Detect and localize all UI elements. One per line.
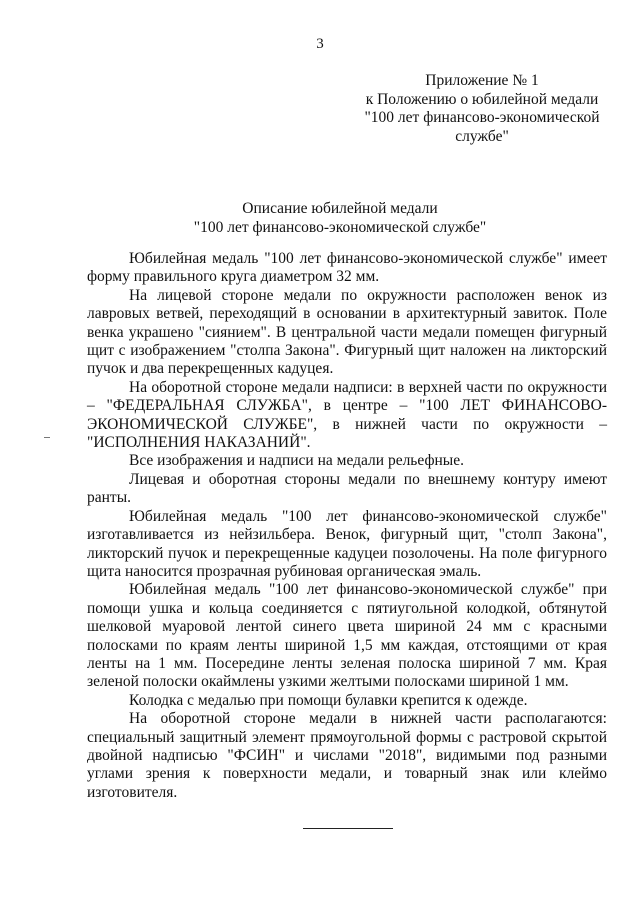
paragraph: Лицевая и оборотная стороны медали по внешнему контуру имеют ранты. — [87, 470, 607, 507]
appendix-line: Приложение № 1 — [425, 72, 539, 89]
appendix-line: к Положению о юбилейной медали — [365, 90, 599, 108]
paragraph: На оборотной стороне медали в нижней части располагаются: специальный защитный элемент прямоугольной формы с растровой скрытой двойной надписью "ФСИН" и числами "2018", видимыми под разными углами зрения к поверхности медали, и товарный знак или клеймо изготовителя. — [87, 710, 607, 801]
margin-mark — [44, 437, 50, 438]
document-body — [87, 250, 607, 802]
title-line-1: Описание юбилейной медали — [242, 200, 438, 217]
paragraph: Колодка с медалью при помощи булавки крепится к одежде. — [129, 691, 528, 709]
paragraph: Все изображения и надписи на медали рельефные. — [129, 452, 464, 470]
paragraph: Юбилейная медаль "100 лет финансово-экономической службе" имеет форму правильного круга диаметром 32 мм. — [87, 250, 607, 286]
end-divider — [303, 828, 393, 829]
appendix-line: "100 лет финансово-экономической — [364, 109, 600, 126]
paragraph: На лицевой стороне медали по окружности расположен венок из лавровых ветвей, переходящий в основании в архитектурный завиток. Поле венка украшено "сиянием". В центральной части медали помещен фигурный щит с изображением "столпа Закона". Фигурный щит наложен на ликторский пучок и два перекрещенных кадуцея. — [87, 286, 607, 378]
document-title — [0, 200, 640, 237]
title-line-2: "100 лет финансово-экономической службе" — [193, 218, 487, 236]
paragraph: Юбилейная медаль "100 лет финансово-экономической службе" при помощи ушка и кольца соединяется с пятиугольной колодкой, обтянутой шелковой муаровой лентой синего цвета шириной 24 мм с красными полосками по краям ленты шириной 1,5 мм каждая, отстоящими от края ленты на 1 мм. Посередине ленты зеленая полоска шириной 7 мм. Края зеленой полоски окаймлены узкими желтыми полосками шириной 1 мм. — [87, 581, 607, 691]
page-number: 3 — [316, 36, 324, 52]
paragraph: Юбилейная медаль "100 лет финансово-экономической службе" изготавливается из нейзильбера. Венок, фигурный щит, "столп Закона", ликторский пучок и перекрещенные кадуцеи позолочены. На поле фигурного щита наносится прозрачная рубиновая органическая эмаль. — [87, 507, 607, 580]
appendix-header — [352, 72, 612, 146]
appendix-line: службе" — [455, 127, 509, 145]
paragraph: На оборотной стороне медали надписи: в верхней части по окружности – "ФЕДЕРАЛЬНАЯ СЛУЖБА", в центре – "100 ЛЕТ ФИНАНСОВО-ЭКОНОМИЧЕСКОЙ СЛУЖБЕ", в нижней части по окружности – "ИСПОЛНЕНИЯ НАКАЗАНИЙ". — [87, 378, 607, 452]
